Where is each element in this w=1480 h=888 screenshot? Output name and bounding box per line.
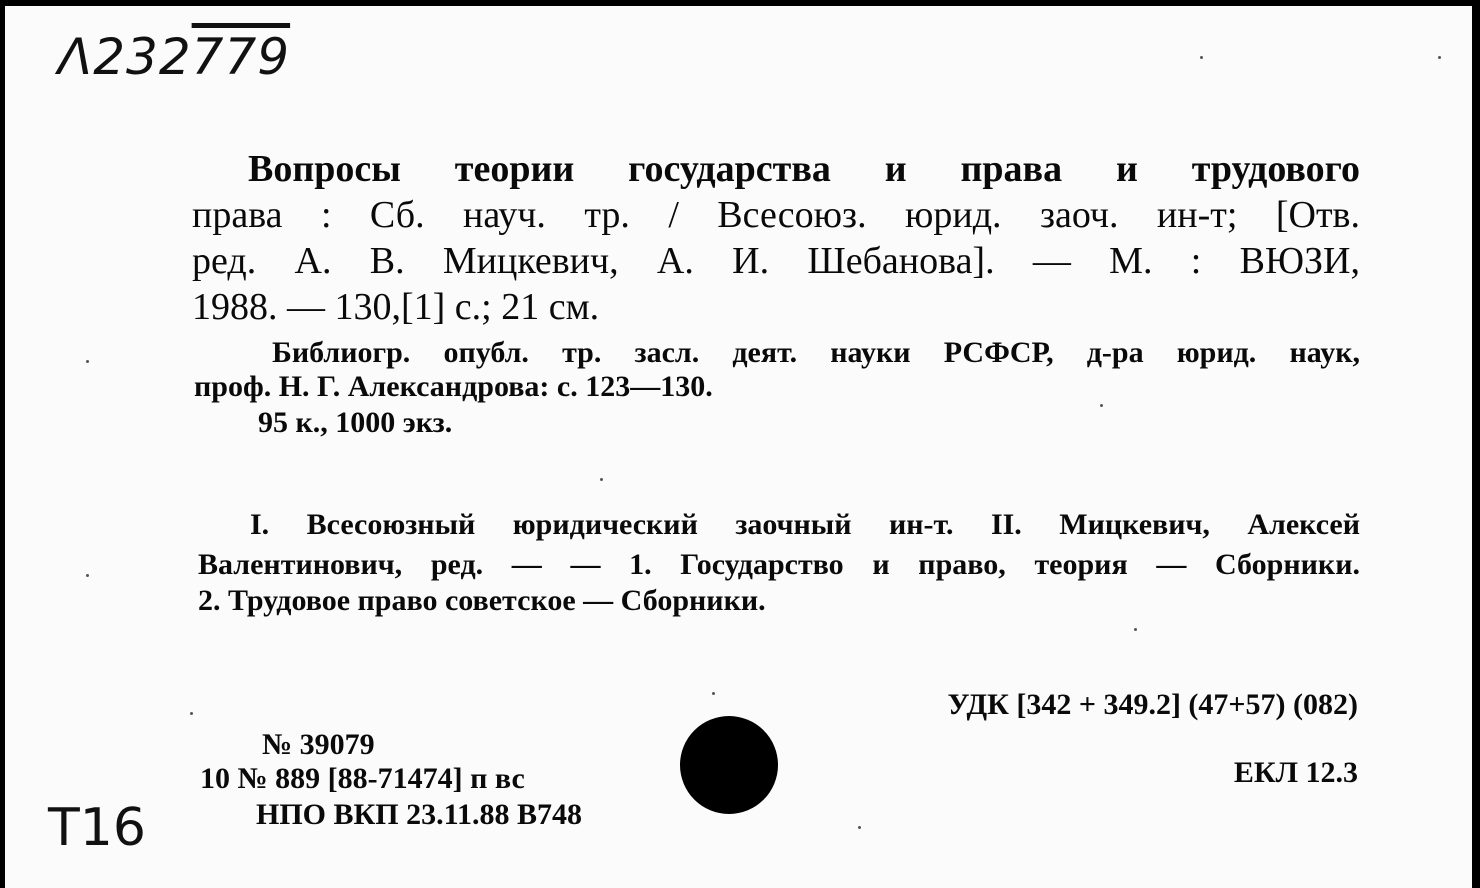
registration-number: № 39079 — [262, 728, 375, 761]
scan-speckle — [1134, 628, 1137, 631]
scan-speckle — [86, 574, 89, 577]
ekl-code: ЕКЛ 12.3 — [1233, 756, 1358, 789]
description-line-4: 1988. — 130,[1] с.; 21 см. — [192, 286, 600, 328]
scan-speckle — [1200, 56, 1203, 59]
scan-speckle — [86, 360, 89, 363]
tracings-line-3: 2. Трудовое право советское — Сборники. — [198, 584, 766, 617]
price-run-note: 95 к., 1000 экз. — [258, 406, 453, 439]
card-right-edge — [1472, 0, 1480, 888]
scan-speckle — [712, 692, 715, 695]
title-line-bold: Вопросы теории государства и права и трудового — [248, 148, 1360, 190]
shelfmark-handwritten — [58, 28, 290, 86]
scan-speckle — [1438, 56, 1441, 59]
card-top-edge — [0, 0, 1480, 6]
bibliography-note-line-2: проф. Н. Г. Александрова: с. 123—130. — [194, 370, 713, 403]
bibliography-note-line-1: Библиогр. опубл. тр. засл. деят. науки РСФСР, д-ра юрид. наук, — [272, 336, 1360, 369]
shelfmark-prefix: Λ232 — [58, 28, 192, 86]
corner-code-handwritten: Т16 — [48, 798, 146, 858]
printer-imprint: НПО ВКП 23.11.88 В748 — [256, 798, 582, 831]
description-line-3: ред. А. В. Мицкевич, А. И. Шебанова]. — М. : ВЮЗИ, — [192, 240, 1360, 282]
shelfmark-overlined: 779 — [191, 28, 291, 86]
scan-speckle — [1100, 404, 1103, 407]
scan-speckle — [600, 478, 603, 481]
order-number: 10 № 889 [88-71474] п вс — [200, 762, 525, 795]
scan-speckle — [190, 712, 193, 715]
tracings-line-2: Валентинович, ред. — — 1. Государство и право, теория — Сборники. — [198, 548, 1360, 581]
description-line-2: права : Сб. науч. тр. / Всесоюз. юрид. заоч. ин-т; [Отв. — [192, 194, 1360, 236]
udc-code: УДК [342 + 349.2] (47+57) (082) — [947, 688, 1358, 721]
tracings-line-1: I. Всесоюзный юридический заочный ин-т. II. Мицкевич, Алексей — [250, 508, 1360, 541]
punch-hole — [680, 716, 778, 814]
scan-speckle — [858, 826, 861, 829]
card-left-edge — [0, 0, 5, 888]
